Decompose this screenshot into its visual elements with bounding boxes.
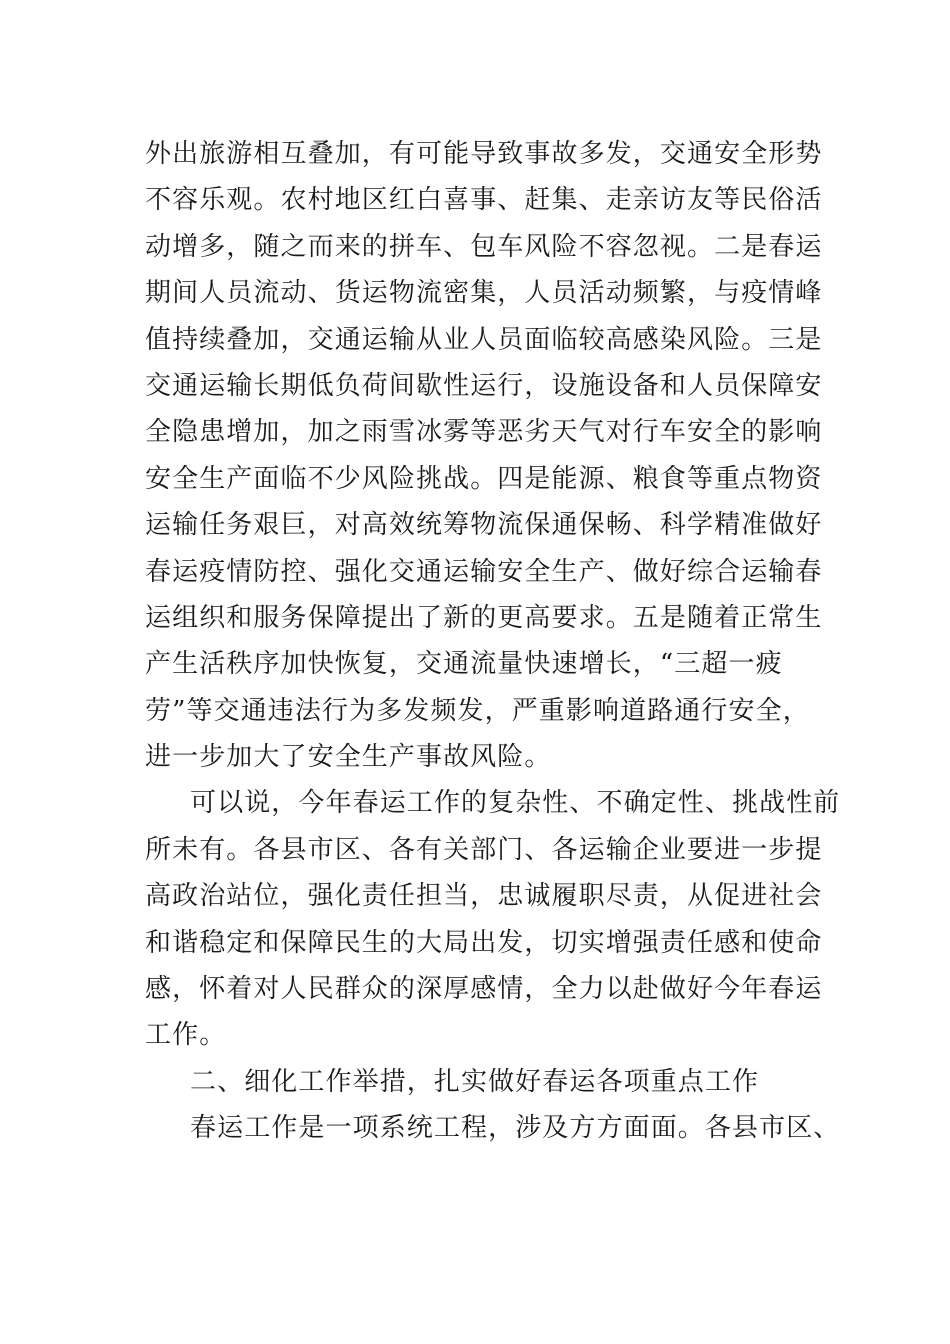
text-line: 运组织和服务保障提出了新的更高要求。五是随着正常生: [145, 602, 823, 633]
text-line: 高政治站位，强化责任担当，忠诚履职尽责，从促进社会: [145, 881, 823, 912]
text-line: 春运疫情防控、强化交通运输安全生产、做好综合运输春: [145, 556, 823, 587]
text-line: 产生活秩序加快恢复，交通流量快速增长，“三超一疲: [145, 649, 783, 680]
paragraph-start-line: 可以说，今年春运工作的复杂性、不确定性、挑战性前: [190, 788, 841, 819]
text-line: 工作。: [145, 1020, 227, 1051]
text-line: 外出旅游相互叠加，有可能导致事故多发，交通安全形势: [145, 139, 823, 169]
text-line: 进一步加大了安全生产事故风险。: [145, 742, 552, 773]
section-heading: 二、细化工作举措，扎实做好春运各项重点工作: [190, 1066, 760, 1097]
text-line: 全隐患增加，加之雨雪冰雾等恶劣天气对行车安全的影响: [145, 417, 823, 448]
text-line: 交通运输长期低负荷间歇性运行，设施设备和人员保障安: [145, 370, 823, 401]
text-line: 劳”等交通违法行为多发频发，严重影响道路通行安全，: [145, 695, 810, 726]
text-line: 值持续叠加，交通运输从业人员面临较高感染风险。三是: [145, 324, 823, 355]
text-line: 运输任务艰巨，对高效统筹物流保通保畅、科学精准做好: [145, 510, 823, 541]
text-line: 感，怀着对人民群众的深厚感情，全力以赴做好今年春运: [145, 974, 823, 1005]
text-line: 和谐稳定和保障民生的大局出发，切实增强责任感和使命: [145, 927, 823, 958]
text-line: 所未有。各县市区、各有关部门、各运输企业要进一步提: [145, 834, 823, 865]
text-line: 不容乐观。农村地区红白喜事、赶集、走亲访友等民俗活: [145, 185, 823, 216]
body-text: [145, 131, 841, 1152]
text-line: 安全生产面临不少风险挑战。四是能源、粮食等重点物资: [145, 463, 823, 494]
paragraph-start-line: 春运工作是一项系统工程，涉及方方面面。各县市区、: [190, 1113, 841, 1144]
text-line: 动增多，随之而来的拼车、包车风险不容忽视。二是春运: [145, 231, 823, 262]
text-line: 期间人员流动、货运物流密集，人员活动频繁，与疫情峰: [145, 278, 823, 309]
